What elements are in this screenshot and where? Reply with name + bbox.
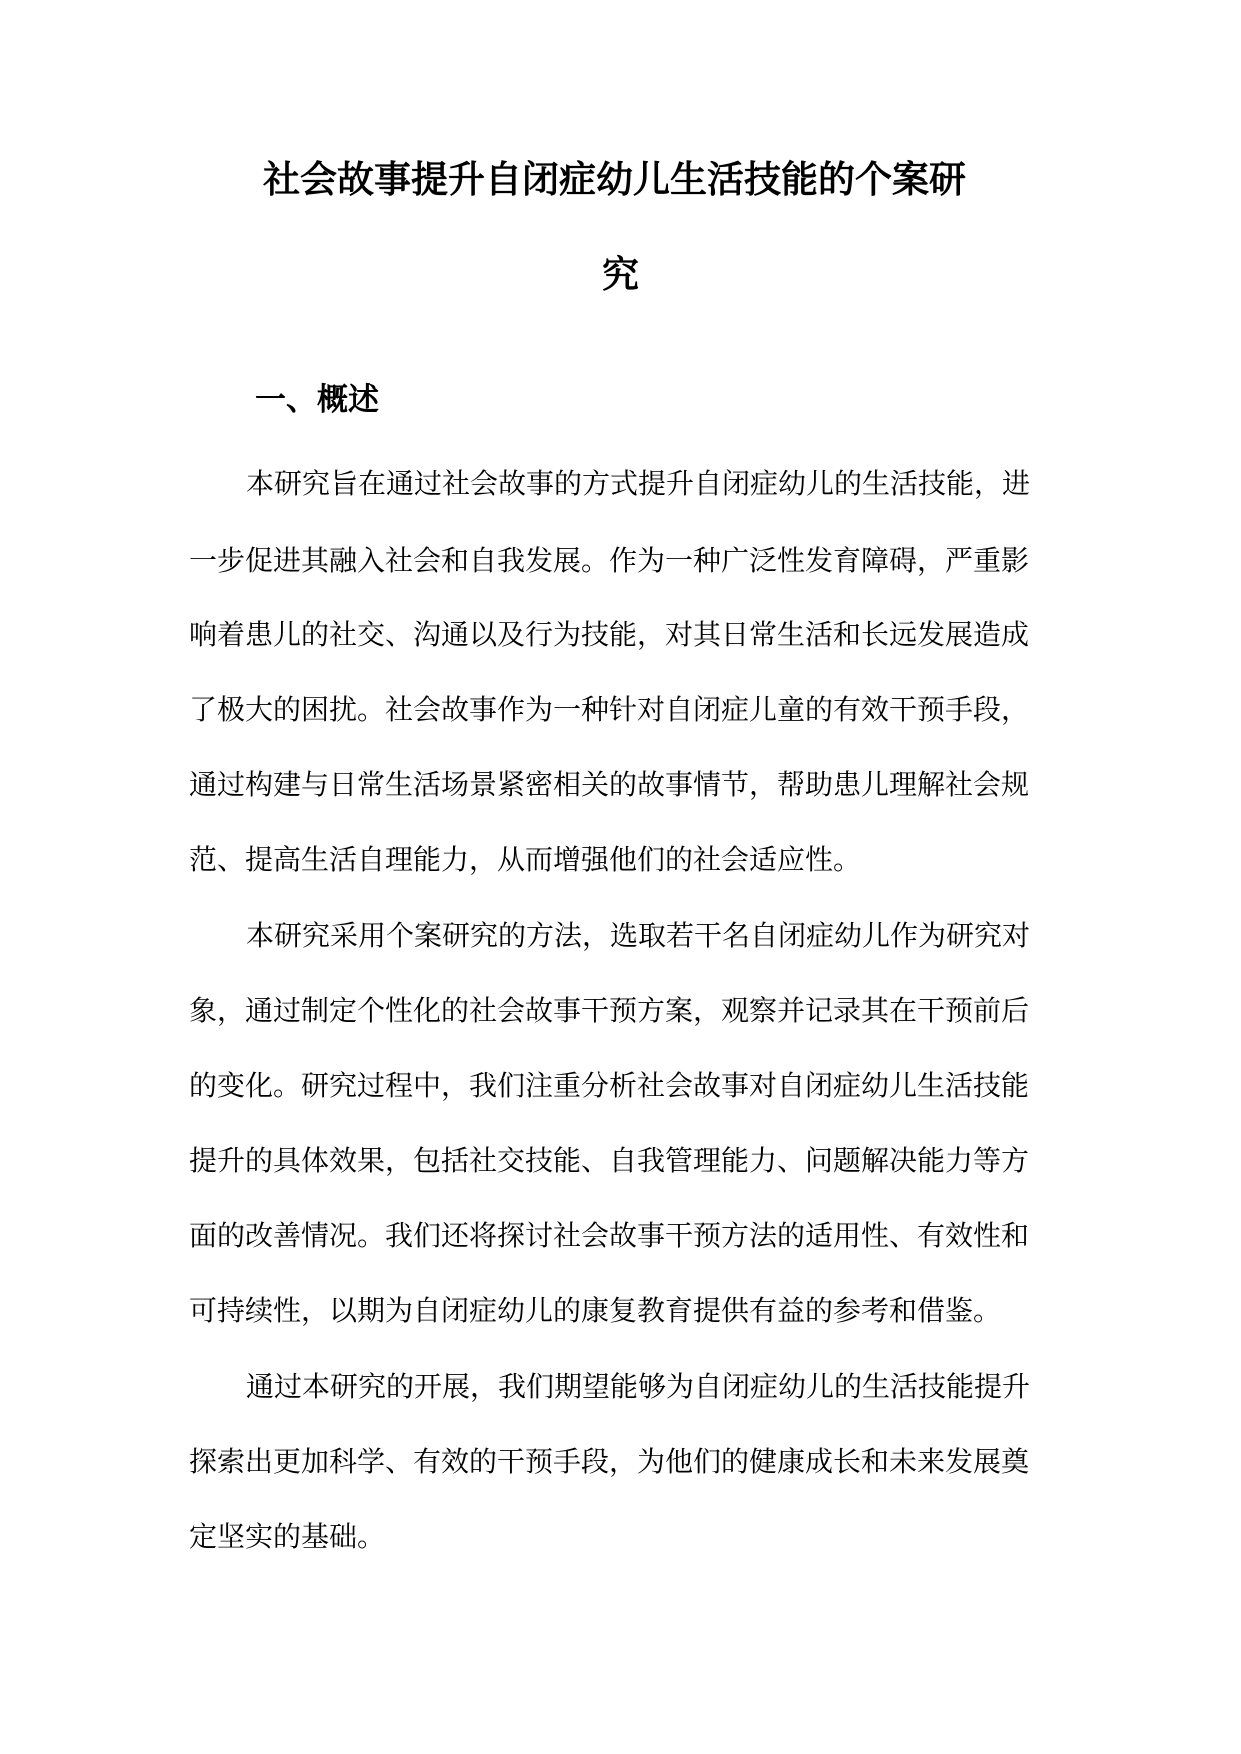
- document-title-line-2: 究: [602, 252, 639, 296]
- paragraph-3-line-2: 探索出更加科学、有效的干预手段，为他们的健康成长和未来发展奠: [189, 1445, 1030, 1478]
- paragraph-3-line-3: 定坚实的基础。: [189, 1520, 386, 1553]
- section-heading: 一、概述: [255, 382, 379, 418]
- paragraph-2-line-6: 可持续性，以期为自闭症幼儿的康复教育提供有益的参考和借鉴。: [189, 1294, 1002, 1327]
- paragraph-2-line-5: 面的改善情况。我们还将探讨社会故事干预方法的适用性、有效性和: [189, 1219, 1030, 1252]
- paragraph-1-line-4: 了极大的困扰。社会故事作为一种针对自闭症儿童的有效干预手段，: [189, 693, 1030, 726]
- document-title-line-1: 社会故事提升自闭症幼儿生活技能的个案研: [263, 157, 966, 201]
- paragraph-2-line-1: 本研究采用个案研究的方法，选取若干名自闭症幼儿作为研究对: [246, 919, 1031, 952]
- paragraph-2-line-2: 象，通过制定个性化的社会故事干预方案，观察并记录其在干预前后: [189, 994, 1030, 1027]
- paragraph-1-line-6: 范、提高生活自理能力，从而增强他们的社会适应性。: [189, 843, 862, 876]
- paragraph-2-line-3: 的变化。研究过程中，我们注重分析社会故事对自闭症幼儿生活技能: [189, 1069, 1030, 1102]
- paragraph-1-line-5: 通过构建与日常生活场景紧密相关的故事情节，帮助患儿理解社会规: [189, 768, 1030, 801]
- paragraph-1-line-3: 响着患儿的社交、沟通以及行为技能，对其日常生活和长远发展造成: [189, 618, 1030, 651]
- paragraph-3-line-1: 通过本研究的开展，我们期望能够为自闭症幼儿的生活技能提升: [246, 1370, 1031, 1403]
- paragraph-1-line-2: 一步促进其融入社会和自我发展。作为一种广泛性发育障碍，严重影: [189, 544, 1030, 577]
- paragraph-2-line-4: 提升的具体效果，包括社交技能、自我管理能力、问题解决能力等方: [189, 1144, 1030, 1177]
- paragraph-1-line-1: 本研究旨在通过社会故事的方式提升自闭症幼儿的生活技能，进: [246, 467, 1031, 500]
